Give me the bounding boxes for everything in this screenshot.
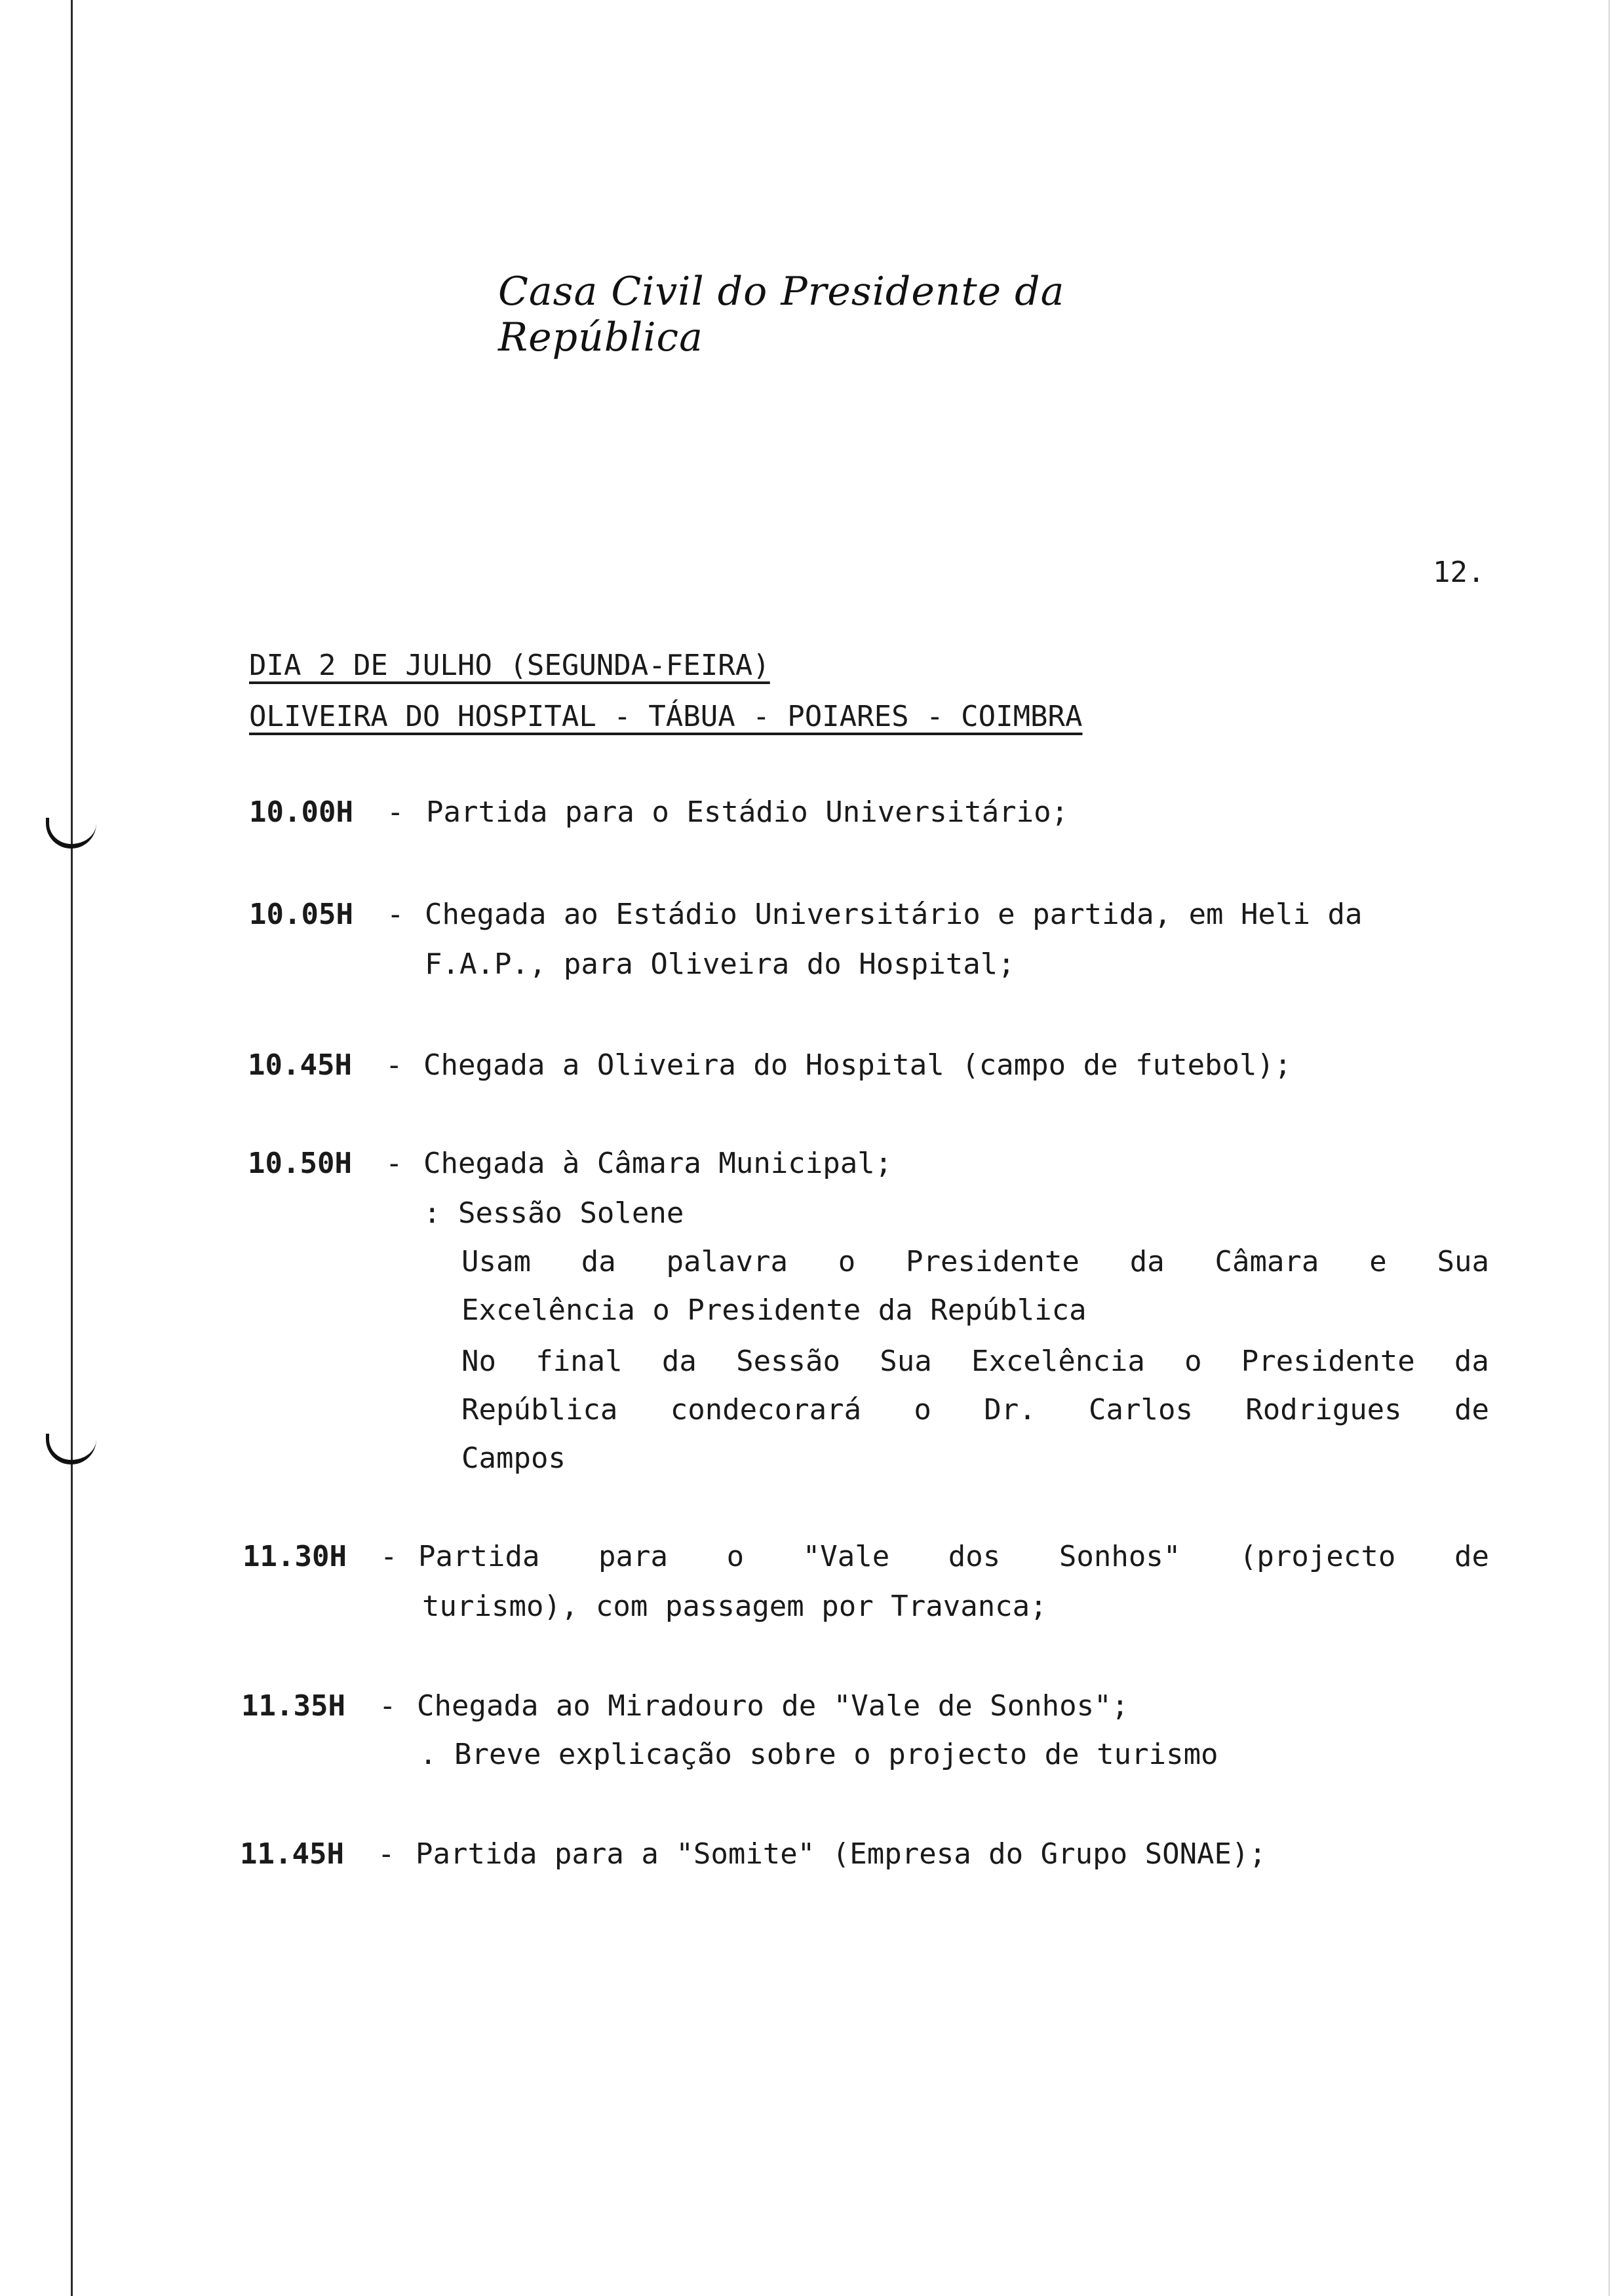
page-edge xyxy=(1608,0,1610,2296)
entry-text: Partida para a "Somite" (Empresa do Grupo SONAE); xyxy=(416,1837,1267,1871)
word: Presidente xyxy=(1241,1345,1415,1378)
entry-time: 10.50H xyxy=(248,1147,352,1180)
entry-time: 11.35H xyxy=(241,1689,345,1723)
page-number: 12. xyxy=(1433,556,1485,589)
entry-time: 10.45H xyxy=(248,1048,352,1082)
word: Dr. xyxy=(984,1393,1036,1426)
binding-hook xyxy=(46,818,96,849)
word: condecorará xyxy=(670,1393,862,1426)
entry-text: : Sessão Solene xyxy=(423,1196,684,1230)
entry-text: Chegada à Câmara Municipal; xyxy=(423,1147,893,1180)
word: da xyxy=(1129,1245,1165,1278)
word: "Vale xyxy=(802,1540,890,1573)
word: da xyxy=(581,1245,616,1278)
word: Partida xyxy=(418,1540,540,1573)
heading-date: DIA 2 DE JULHO (SEGUNDA-FEIRA) xyxy=(249,649,770,682)
heading-route: OLIVEIRA DO HOSPITAL - TÁBUA - POIARES - COIMBRA xyxy=(249,700,1083,733)
binding-line xyxy=(71,0,73,2296)
entry-dash: - xyxy=(385,1147,403,1180)
word: da xyxy=(661,1345,697,1378)
entry-dash: - xyxy=(385,1048,403,1082)
entry-text-justified xyxy=(461,1245,1489,1278)
word: o xyxy=(1184,1345,1202,1378)
word: o xyxy=(726,1540,745,1573)
entry-text-justified xyxy=(461,1345,1489,1378)
word: Carlos xyxy=(1089,1393,1193,1426)
entry-text-justified xyxy=(418,1540,1489,1573)
word: Sonhos" xyxy=(1059,1540,1181,1573)
entry-dash: - xyxy=(387,795,404,829)
word: (projecto xyxy=(1239,1540,1396,1573)
entry-dash: - xyxy=(378,1837,395,1871)
word: da xyxy=(1454,1345,1489,1378)
word: No xyxy=(461,1345,496,1378)
word: Sua xyxy=(880,1345,932,1378)
entry-text: Chegada ao Miradouro de "Vale de Sonhos"; xyxy=(417,1689,1129,1723)
entry-text: Chegada ao Estádio Universitário e partida, em Heli da xyxy=(425,898,1363,931)
entry-text: Chegada a Oliveira do Hospital (campo de futebol); xyxy=(423,1048,1292,1082)
word: Sessão xyxy=(736,1345,841,1378)
entry-dash: - xyxy=(380,1540,398,1573)
word: Rodrigues xyxy=(1245,1393,1402,1426)
word: e xyxy=(1369,1245,1387,1278)
entry-text: Partida para o Estádio Universitário; xyxy=(426,795,1069,829)
entry-text: F.A.P., para Oliveira do Hospital; xyxy=(425,947,1015,981)
word: Excelência xyxy=(971,1345,1145,1378)
word: dos xyxy=(948,1540,1001,1573)
word: o xyxy=(914,1393,931,1426)
word: final xyxy=(535,1345,623,1378)
entry-time: 11.30H xyxy=(243,1540,347,1573)
word: para xyxy=(598,1540,669,1573)
entry-text-justified xyxy=(461,1393,1489,1426)
word: Câmara xyxy=(1215,1245,1319,1278)
entry-text: Excelência o Presidente da República xyxy=(461,1293,1087,1327)
word: Sua xyxy=(1437,1245,1489,1278)
entry-text: . Breve explicação sobre o projecto de turismo xyxy=(419,1738,1218,1771)
entry-time: 10.00H xyxy=(249,795,353,829)
entry-text: Campos xyxy=(461,1442,566,1475)
entry-dash: - xyxy=(387,898,404,931)
word: palavra xyxy=(666,1245,788,1278)
entry-text: turismo), com passagem por Travanca; xyxy=(422,1590,1047,1623)
letterhead: Casa Civil do Presidente da República xyxy=(498,269,1065,360)
binding-hook xyxy=(46,1434,96,1464)
word: República xyxy=(461,1393,618,1426)
entry-dash: - xyxy=(379,1689,397,1723)
word: Presidente xyxy=(906,1245,1080,1278)
word: de xyxy=(1454,1393,1489,1426)
entry-time: 10.05H xyxy=(249,898,353,931)
word: de xyxy=(1454,1540,1489,1573)
entry-time: 11.45H xyxy=(240,1837,344,1871)
word: Usam xyxy=(461,1245,531,1278)
word: o xyxy=(838,1245,856,1278)
